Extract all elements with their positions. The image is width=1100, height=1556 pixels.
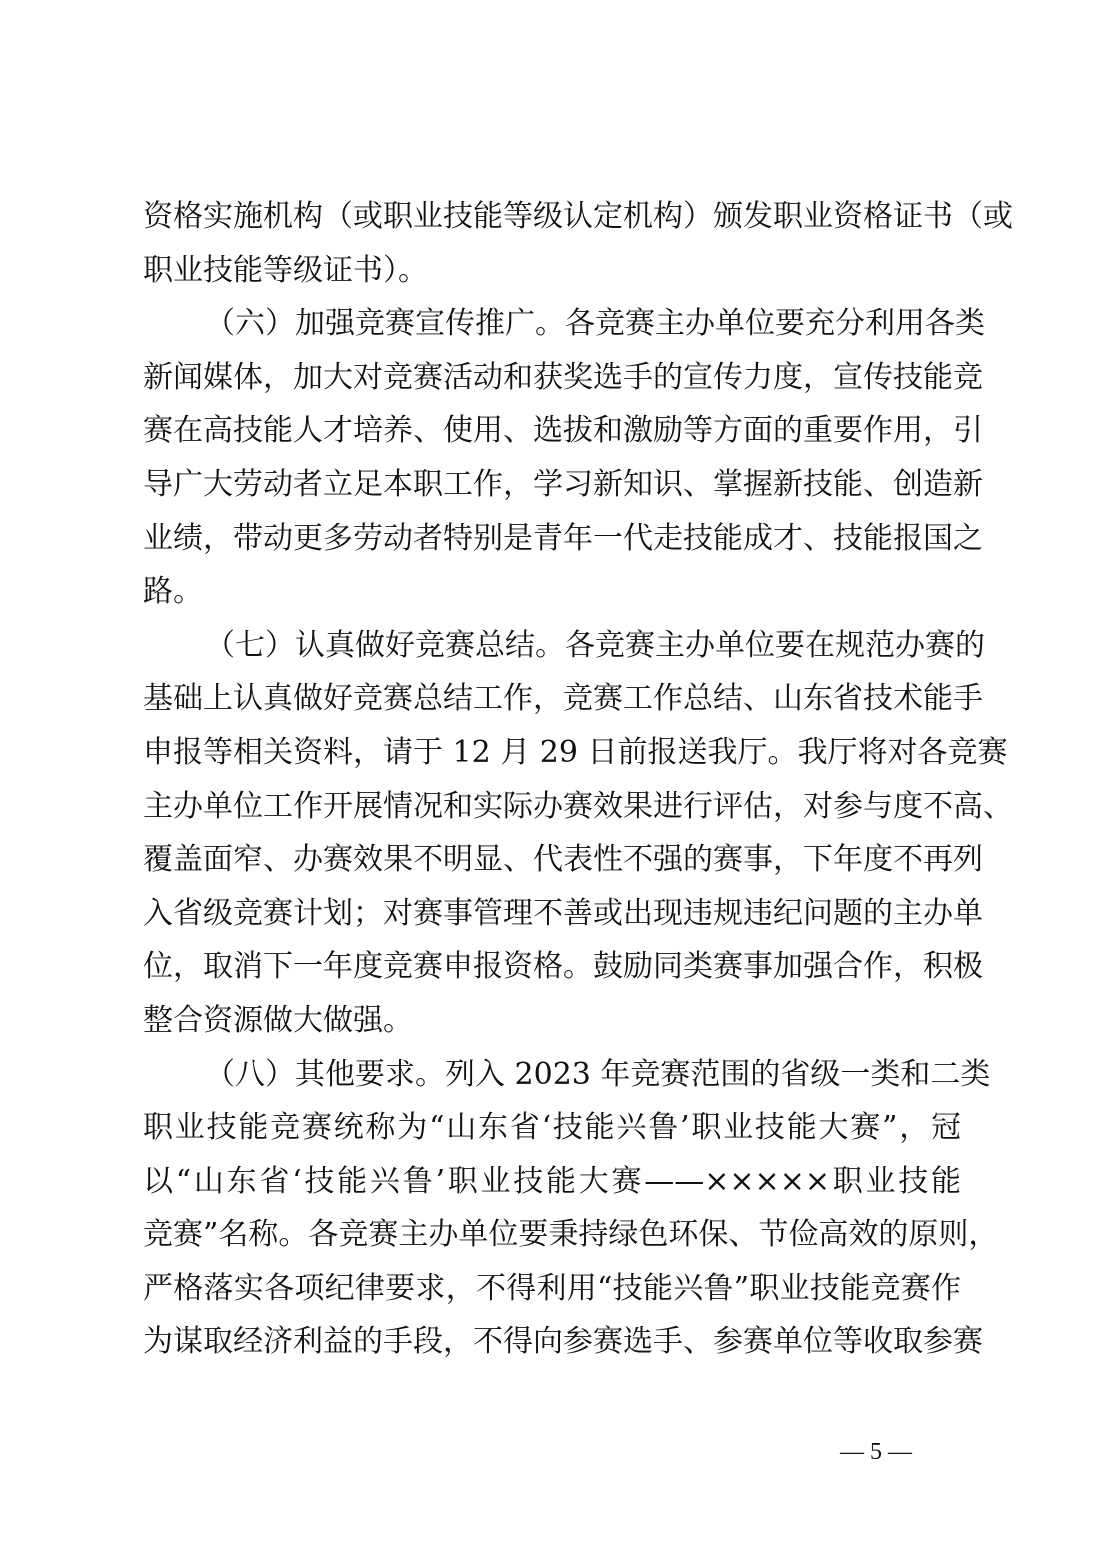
text-line: 覆盖面窄、办赛效果不明显、代表性不强的赛事，下年度不再列 [143,842,983,878]
text-line: （六）加强竞赛宣传推广。各竞赛主办单位要充分利用各类 [205,306,985,342]
paragraph-section-eight [143,1048,999,1370]
text-line: 职业技能竞赛统称为“山东省‘技能兴鲁’职业技能大赛”，冠 [143,1110,961,1146]
text-line: 赛在高技能人才培养、使用、选拔和激励等方面的重要作用，引 [143,413,983,449]
page-number: — 5 — [840,1439,912,1465]
text-line: （七）认真做好竞赛总结。各竞赛主办单位要在规范办赛的 [205,627,985,663]
paragraph-section-six [143,297,985,619]
text-line: 资格实施机构（或职业技能等级认定机构）颁发职业资格证书（或 [143,199,1013,234]
text-line: 竞赛”名称。各竞赛主办单位要秉持绿色环保、节俭高效的原则， [143,1217,999,1253]
text-line: 入省级竞赛计划；对赛事管理不善或出现违规违纪问题的主办单 [143,895,983,931]
paragraph-continuation [143,190,1013,297]
text-line: 主办单位工作开展情况和实际办赛效果进行评估，对参与度不高、 [143,788,1013,824]
text-line: 职业技能等级证书）。 [143,252,428,288]
text-line: 申报等相关资料，请于 12 月 29 日前报送我厅。我厅将对各竞赛 [143,734,1008,770]
text-line: 业绩，带动更多劳动者特别是青年一代走技能成才、技能报国之 [143,520,983,556]
text-line: 以“山东省‘技能兴鲁’职业技能大赛——×××××职业技能 [143,1163,961,1199]
text-line: 整合资源做大做强。 [143,1002,413,1038]
paragraph-section-seven [143,619,1013,1048]
text-line: 严格落实各项纪律要求，不得利用“技能兴鲁”职业技能竞赛作 [143,1270,961,1306]
text-line: 路。 [143,574,203,610]
text-line: 为谋取经济利益的手段，不得向参赛选手、参赛单位等收取参赛 [143,1324,983,1360]
text-line: 基础上认真做好竞赛总结工作，竞赛工作总结、山东省技术能手 [143,681,983,717]
text-line: 新闻媒体，加大对竞赛活动和获奖选手的宣传力度，宣传技能竞 [143,359,983,395]
document-body [143,190,1013,1369]
text-line: 导广大劳动者立足本职工作，学习新知识、掌握新技能、创造新 [143,466,983,502]
text-line: 位，取消下一年度竞赛申报资格。鼓励同类赛事加强合作，积极 [143,949,983,985]
text-line: （八）其他要求。列入 2023 年竞赛范围的省级一类和二类 [205,1056,991,1092]
